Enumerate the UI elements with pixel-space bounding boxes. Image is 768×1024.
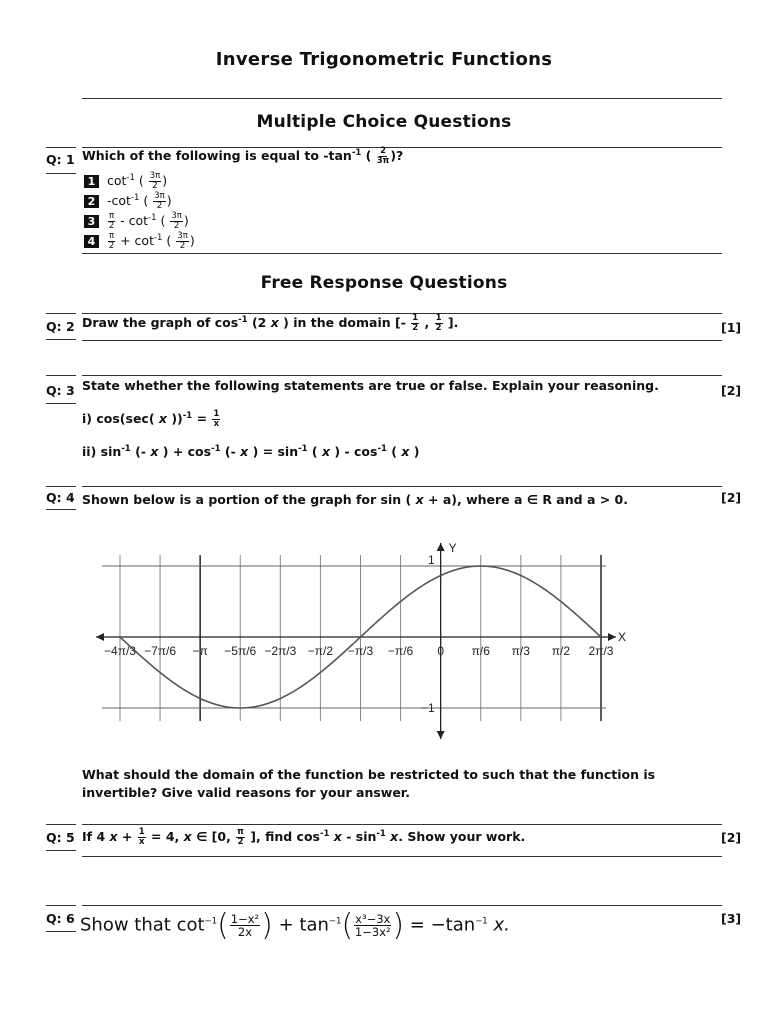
label-rule [46, 147, 76, 148]
x-tick-label: −2π/3 [264, 644, 297, 658]
q3-statement-i: i) cos(sec( x ))$^{-1}$ = $\frac{1}{x}$ [82, 409, 220, 429]
x-tick-label: −5π/6 [224, 644, 257, 658]
sine-graph [86, 535, 646, 745]
option-number-badge: 3 [84, 215, 99, 228]
q1-option-3[interactable]: 3 $\frac{\pi}{2}$ - $\cot^{-1}$ ( $\frac{3\pi}{2}$ ) [84, 212, 189, 231]
q6-question: Show that $\cot^{-1}$( $\frac{\text{1−x²}}{2x}$ ) + $\tan^{-1}$( $\frac{\text{x³−3x}}{\text{1−3x²}}$ ) = $-\tan^{-1}$ x. [80, 908, 510, 943]
q4-label: Q: 4 [46, 490, 75, 505]
divider [82, 375, 722, 376]
divider [82, 856, 722, 857]
q4-question: Shown below is a portion of the graph for sin ( x + a), where a ∈ R and a > 0. [82, 492, 628, 507]
y-tick-label: −1 [420, 701, 435, 715]
q1-question: Which of the following is equal to $-\tan^{-1}$ ( $\frac{2}{3\pi}$ )? [82, 146, 404, 166]
y-tick-label: 1 [427, 553, 435, 567]
divider [82, 253, 722, 254]
mcq-heading: Multiple Choice Questions [256, 112, 512, 132]
label-rule [46, 403, 76, 404]
x-tick-label: 2π/3 [588, 644, 614, 658]
x-tick-label: π/6 [471, 644, 490, 658]
label-rule [46, 173, 76, 174]
q2-marks: [1] [721, 320, 742, 335]
q3-statement-ii: ii) $\sin^{-1}$ (- x ) + $\cos^{-1}$ (- x ) = $\sin^{-1}$ ( x ) - $\cos^{-1}$ ( x ) [82, 444, 420, 460]
q4-followup-line-1: What should the domain of the function be restricted to such that the function is [82, 767, 656, 782]
label-rule [46, 375, 76, 376]
label-rule [46, 486, 76, 487]
x-tick-label: −π/3 [347, 644, 374, 658]
x-tick-label: −π/6 [387, 644, 414, 658]
y-axis-arrow-up [437, 543, 445, 551]
q3-question: State whether the following statements are true or false. Explain your reasoning. [82, 378, 659, 393]
q1-label: Q: 1 [46, 152, 75, 167]
q3-marks: [2] [721, 383, 742, 398]
label-rule [46, 850, 76, 851]
label-rule [46, 339, 76, 340]
q1-option-1[interactable]: 1 $\cot^{-1}$ ( $\frac{3\pi}{2}$ ) [84, 172, 167, 191]
option-number-badge: 2 [84, 195, 99, 208]
x-axis-arrow-left [96, 633, 104, 641]
divider [82, 824, 722, 825]
label-rule [46, 931, 76, 932]
x-tick-label: −7π/6 [144, 644, 177, 658]
q3-label: Q: 3 [46, 383, 75, 398]
y-axis-arrow-down [437, 731, 445, 739]
q4-followup-line-2: invertible? Give valid reasons for your answer. [82, 785, 410, 800]
label-rule [46, 824, 76, 825]
q4-marks: [2] [721, 490, 742, 505]
divider [82, 905, 722, 906]
label-rule [46, 313, 76, 314]
label-rule [46, 509, 76, 510]
divider [82, 486, 722, 487]
q1-option-2[interactable]: 2 $-\cot^{-1}$ ( $\frac{3\pi}{2}$ ) [84, 192, 172, 211]
q2-question: Draw the graph of $\cos^{-1} (2$ x ) in the domain [- $\frac{1}{2}$ , $\frac{1}{2}$ ]. [82, 313, 459, 333]
x-axis-arrow-right [608, 633, 616, 641]
q6-label: Q: 6 [46, 911, 75, 926]
option-number-badge: 1 [84, 175, 99, 188]
x-axis-label: X [618, 630, 627, 644]
x-tick-label: π/2 [551, 644, 571, 658]
q6-marks: [3] [721, 911, 742, 926]
option-number-badge: 4 [84, 235, 99, 248]
divider [82, 340, 722, 341]
x-tick-label: −π/2 [307, 644, 334, 658]
x-tick-label: π/3 [511, 644, 530, 658]
q5-marks: [2] [721, 830, 742, 845]
label-rule [46, 905, 76, 906]
q5-label: Q: 5 [46, 830, 75, 845]
x-tick-label: −π [192, 644, 208, 658]
x-tick-label: 0 [437, 644, 445, 658]
frq-heading: Free Response Questions [260, 273, 508, 293]
x-tick-label: −4π/3 [104, 644, 136, 658]
y-axis-label: Y [448, 541, 457, 555]
page-title: Inverse Trigonometric Functions [215, 49, 553, 70]
q5-question: If 4 x + $\frac{1}{x}$ = 4, x ∈ [0, $\frac{\pi}{2}$ ], find $\cos^{-1} x - \sin^{-1} x$. Show your work. [82, 827, 526, 847]
q2-label: Q: 2 [46, 319, 75, 334]
divider [82, 98, 722, 99]
q1-option-4[interactable]: 4 $\frac{\pi}{2}$ + $\cot^{-1}$ ( $\frac{3\pi}{2}$ ) [84, 232, 195, 251]
